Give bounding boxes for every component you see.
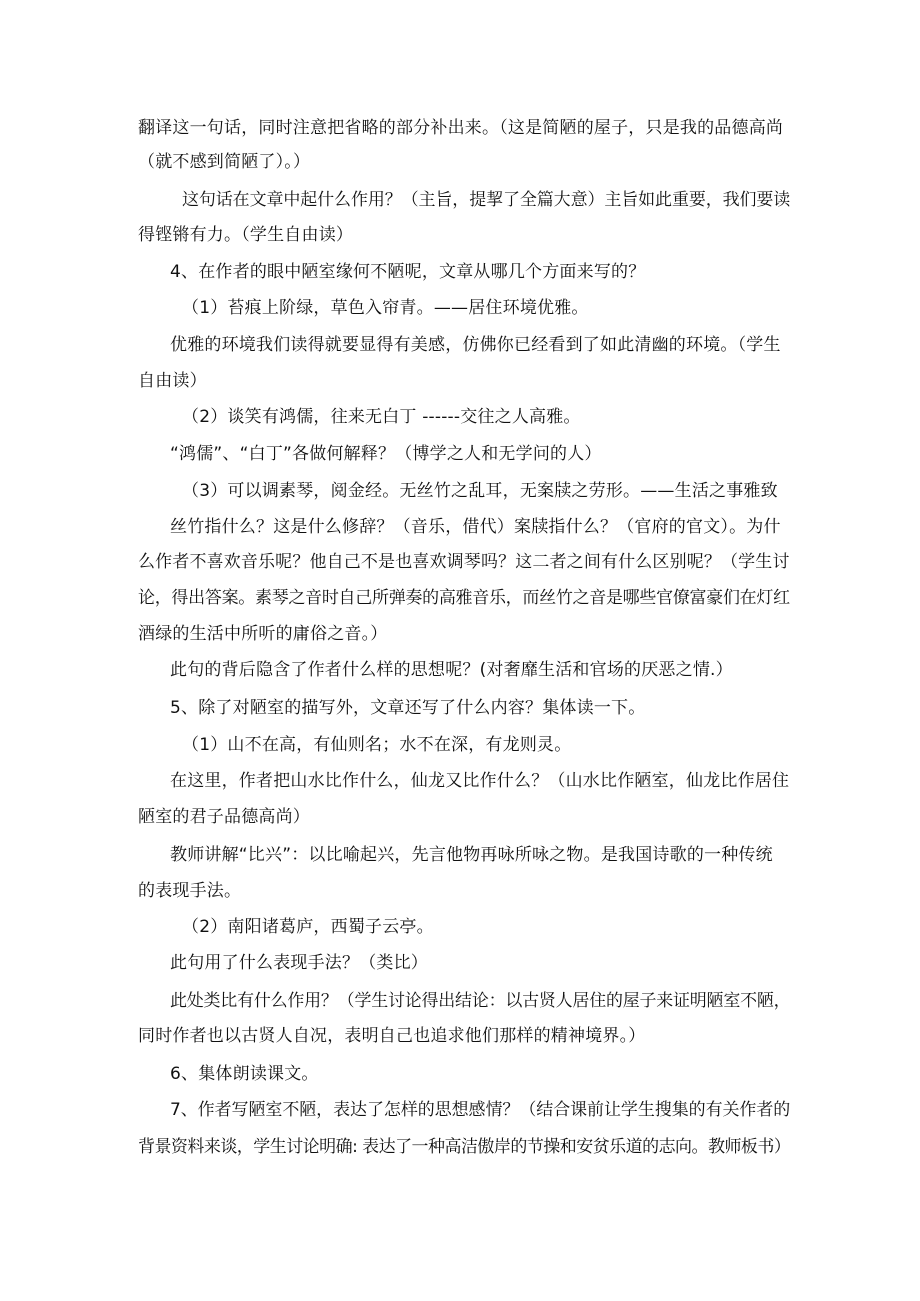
text-line: 背景资料来谈，学生讨论明确: 表达了一种高洁傲岸的节操和安贫乐道的志向。教师板书） bbox=[138, 1137, 791, 1157]
text-line: （2）南阳诸葛庐，西蜀子云亭。 bbox=[182, 917, 434, 937]
text-line: 教师讲解“比兴”：以比喻起兴，先言他物再咏所咏之物。是我国诗歌的一种传统 bbox=[170, 845, 773, 865]
text-line: 陋室的君子品德高尚） bbox=[138, 807, 310, 827]
text-line: （就不感到简陋了）。） bbox=[138, 152, 311, 172]
text-line: 在这里，作者把山水比作什么，仙龙又比作什么？（山水比作陋室，仙龙比作居住 bbox=[170, 771, 790, 791]
text-line: “鸿儒”、“白丁”各做何解释？（博学之人和无学问的人） bbox=[170, 444, 602, 464]
text-line: 优雅的环境我们读得就要显得有美感，仿佛你已经看到了如此清幽的环境。（学生 bbox=[170, 335, 781, 355]
text-line: （1）苔痕上阶绿，草色入帘青。——居住环境优雅。 bbox=[182, 298, 589, 318]
text-line: 此句的背后隐含了作者什么样的思想呢？(对奢靡生活和官场的厌恶之情.） bbox=[170, 660, 733, 680]
text-line: 丝竹指什么？这是什么修辞？（音乐，借代）案牍指什么？（官府的官文）。为什 bbox=[170, 517, 781, 537]
text-line: 7、作者写陋室不陋，表达了怎样的思想感情？（结合课前让学生搜集的有关作者的 bbox=[170, 1100, 791, 1120]
text-line: 自由读） bbox=[138, 371, 207, 391]
text-line: 得铿锵有力。（学生自由读） bbox=[138, 225, 354, 245]
text-line: （1）山不在高，有仙则名；水不在深，有龙则灵。 bbox=[182, 735, 572, 755]
text-line: 同时作者也以古贤人自况，表明自己也追求他们那样的精神境界。） bbox=[138, 1026, 646, 1046]
text-line: 此处类比有什么作用？（学生讨论得出结论：以古贤人居住的屋子来证明陋室不陋， bbox=[170, 991, 791, 1011]
text-line: 酒绿的生活中所听的庸俗之音。） bbox=[138, 624, 388, 644]
text-line: 么作者不喜欢音乐呢？他自己不是也喜欢调琴吗？这二者之间有什么区别呢？（学生讨 bbox=[138, 552, 790, 572]
text-line: 4、在作者的眼中陋室缘何不陋呢，文章从哪几个方面来写的？ bbox=[170, 262, 646, 282]
text-line: 翻译这一句话，同时注意把省略的部分补出来。（这是简陋的屋子，只是我的品德高尚 bbox=[138, 118, 784, 138]
text-line: 这句话在文章中起什么作用？（主旨，提挈了全篇大意）主旨如此重要，我们要读 bbox=[182, 190, 791, 210]
text-line: （3）可以调素琴，阅金经。无丝竹之乱耳，无案牍之劳形。——生活之事雅致 bbox=[182, 481, 778, 501]
text-line: 5、除了对陋室的描写外，文章还写了什么内容？集体读一下。 bbox=[170, 698, 646, 718]
text-line: 的表现手法。 bbox=[138, 881, 242, 901]
text-line: 6、集体朗读课文。 bbox=[170, 1064, 319, 1084]
text-line: 此句用了什么表现手法？（类比） bbox=[170, 953, 428, 973]
text-line: 论，得出答案。素琴之音时自己所弹奏的高雅音乐，而丝竹之音是哪些官僚富豪们在灯红 bbox=[138, 588, 790, 608]
text-line: （2）谈笑有鸿儒，往来无白丁 ------交往之人高雅。 bbox=[182, 407, 581, 427]
